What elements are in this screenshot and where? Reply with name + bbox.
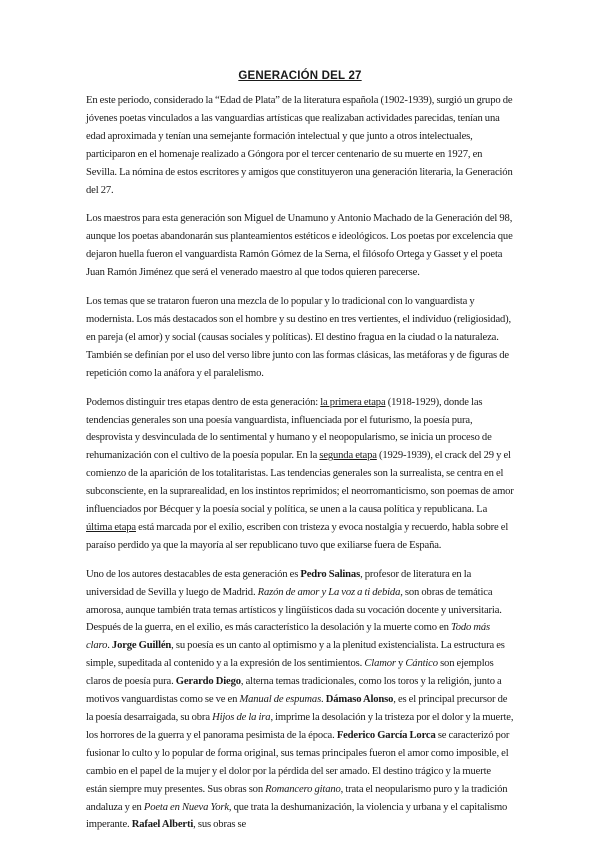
italic-text: Poeta en Nueva York (143, 801, 229, 813)
italic-text: Cántico (405, 658, 438, 670)
italic-text: Razón de amor y La voz a ti debida (257, 586, 401, 598)
paragraph-text: Podemos distinguir tres etapas dentro de esta generación: (86, 396, 321, 408)
paragraph-text: Los temas que se trataron fueron una mezcla de lo popular y lo tradicional con lo vanguardista y modernista. Los más destacados son el hombre y su destino en tres vertientes, el individuo (religiosidad), en pareja (el amor) y social (causas sociales y políticas). El destino fragua en la ciudad o la naturaleza. También se definían por el uso del verso libre junto con las formas clásicas, las metáforas y de figuras de repetición como la anáfora y el paralelismo. (86, 296, 512, 379)
paragraph-text: , imprime la desolación y la tristeza por el dolor y la muerte, los horrores de la guerra y el panorama pesimista de la época. (86, 712, 514, 741)
paragraph (86, 92, 514, 199)
italic-text: Romancero gitano (265, 783, 341, 795)
bold-text: Jorge Guillén (111, 640, 172, 652)
paragraph-text: , trata el neopularismo puro y la tradición andaluza y en (86, 783, 508, 813)
paragraph-text: son ejemplos claros de poesía pura. (86, 658, 494, 688)
paragraph-text: , que trata la deshumanización, la violencia y urbana y el capitalismo imperante. (86, 801, 508, 831)
bold-text: Federico García Lorca (336, 729, 436, 741)
paragraph-text: se caracterizó por fusionar lo culto y lo popular de forma original, sus temas principales fueron el amor como imposible, el cambio en el papel de la mujer y el dolor por la pérdida del ser amado. El destino trágico y la muerte están siempre muy presentes. Sus obras son (86, 729, 510, 795)
paragraph-text: , profesor de literatura en la universidad de Sevilla y luego de Madrid. (86, 568, 472, 598)
underlined-text: segunda etapa (319, 450, 377, 462)
bold-text: Rafael Alberti (131, 819, 194, 831)
paragraph (86, 293, 514, 383)
document-body (86, 92, 514, 834)
paragraph (86, 566, 514, 835)
bold-text: Gerardo Diego (175, 676, 241, 688)
paragraph-text: , son obras de temática amorosa, aunque también trata temas artísticos y lingüísticos dada su vocación docente y universitaria. Después de la guerra, en el exilio, es más característico la desolación y la muerte como en (86, 586, 502, 634)
paragraph-text: (1929-1939), el crack del 29 y el comienzo de la aparición de los totalitaristas. Las tendencias generales son la surrealista, se centra en el subconsciente, en la suprarealidad, en los instintos reprimidos; el neorromanticismo, son poemas de amor influenciados por Bécquer y la poesía social y política, se unen a la causa política y republicana. La (86, 450, 514, 516)
paragraph-text: En este periodo, considerado la “Edad de Plata” de la literatura española (1902-1939), surgió un grupo de jóvenes poetas vinculados a las vanguardias artísticas que realizaban actividades parecidas, tenían una edad aproximada y tenían una semejante formación intelectual y que junto a otros intelectuales, participaron en el homenaje realizado a Góngora por el tercer centenario de su muerte en 1927, en Sevilla. La nómina de estos escritores y amigos que constituyeron una generación literaria, la Generación del 27. (86, 95, 513, 196)
italic-text: Hijos de la ira (212, 712, 271, 723)
italic-text: Todo más claro (86, 622, 491, 652)
paragraph-text: , es el principal precursor de la poesía desarraigada, su obra (86, 694, 508, 723)
paragraph (86, 394, 514, 555)
paragraph-text: Uno de los autores destacables de esta generación es (86, 568, 301, 580)
bold-text: Dámaso Alonso (325, 694, 394, 706)
paragraph-text: está marcada por el exilio, escriben con tristeza y evoca nostalgia y recuerdo, habla sobre el paraíso perdido ya que la mayoría al ser republicano tuvo que exiliarse fuera de España. (86, 521, 509, 551)
italic-text: Manual de espumas (239, 694, 322, 706)
paragraph-text: , sus obras se (193, 819, 247, 831)
bold-text: Pedro Salinas (300, 568, 361, 580)
paragraph-text: . (107, 640, 112, 652)
paragraph-text: (1918-1929), donde las tendencias generales son una poesía vanguardista, influenciada por el futurismo, la poesía pura, desprovista y desvinculada de lo sentimental y humano y el neopopularismo, se inicia un proceso de rehumanización con el cultivo de la poesía popular. En la (86, 396, 492, 462)
paragraph-text: y (395, 658, 406, 670)
page-title: GENERACIÓN DEL 27 (238, 70, 362, 82)
paragraph-text: Los maestros para esta generación son Miguel de Unamuno y Antonio Machado de la Generación del 98, aunque los poetas abandonarán sus planteamientos estéticos e ideológicos. Los poetas por excelencia que dejaron huella fueron el vanguardista Ramón Gómez de la Serna, el filósofo Ortega y Gasset y el poeta Juan Ramón Jiménez que será el venerado maestro al que todos quieren parecerse. (86, 213, 513, 279)
paragraph-text: . (321, 694, 326, 706)
paragraph (86, 210, 514, 282)
italic-text: Clamor (364, 658, 396, 670)
underlined-text: última etapa (86, 521, 136, 533)
paragraph-text: , alterna temas tradicionales, como los toros y la religión, junto a motivos vanguardistas como se ve en (86, 676, 502, 706)
underlined-text: la primera etapa (320, 396, 386, 408)
paragraph-text: , su poesía es un canto al optimismo y a la plenitud existencialista. La estructura es simple, supeditada al contenido y a la expresión de los sentimientos. (86, 640, 505, 670)
